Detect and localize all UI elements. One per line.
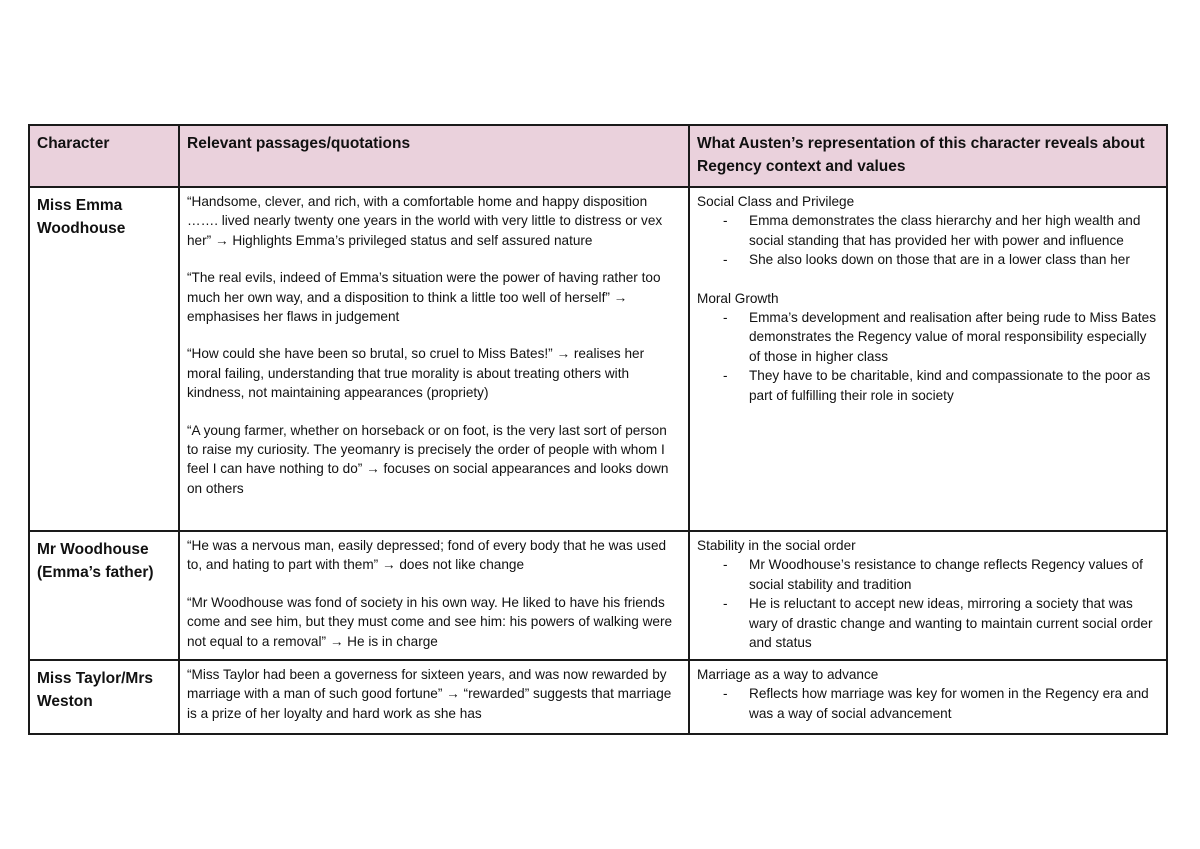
header-character: Character <box>29 125 179 187</box>
quote-text: “The real evils, indeed of Emma’s situation were the power of having rather too much her own way, and a disposition to think a little too well of herself” → emphasises her flaws in judgement <box>187 270 661 325</box>
table-row <box>29 187 1167 531</box>
context-cell <box>689 187 1167 531</box>
quote-text: “Handsome, clever, and rich, with a comfortable home and happy disposition ……. lived nearly twenty one years in the world with very little to distress or vex her” → Highlights Emma’s privileged status and self assured nature <box>187 194 663 248</box>
header-context: What Austen’s representation of this character reveals about Regency context and values <box>689 125 1167 187</box>
bullet-dash: - <box>723 557 728 573</box>
character-analysis-table <box>28 124 1168 735</box>
list-item <box>697 211 1158 250</box>
context-list <box>697 555 1158 652</box>
context-cell <box>689 660 1167 734</box>
context-list <box>697 211 1158 269</box>
table-row <box>29 531 1167 660</box>
list-item-text: He is reluctant to accept new ideas, mirroring a society that was wary of drastic change and wanting to maintain current social order and status <box>749 596 1153 651</box>
context-cell <box>689 531 1167 660</box>
quote-text: “He was a nervous man, easily depressed; fond of every body that he was used to, and hating to part with them” → does not like change <box>187 538 667 573</box>
quotes-cell <box>179 531 689 660</box>
list-item <box>697 308 1158 366</box>
list-item-text: Reflects how marriage was key for women in the Regency era and was a way of social advancement <box>749 686 1149 721</box>
context-section <box>697 289 1158 405</box>
list-item <box>697 684 1158 723</box>
character-name: Miss Emma Woodhouse <box>29 187 179 531</box>
context-section <box>697 192 1158 270</box>
context-list <box>697 308 1158 405</box>
list-item <box>697 250 1158 269</box>
context-section <box>697 536 1158 652</box>
table-row <box>29 660 1167 734</box>
quote-text: “How could she have been so brutal, so cruel to Miss Bates!” → realises her moral failing, understanding that true morality is about treating others with kindness, not maintaining appearances (propriety) <box>187 346 645 401</box>
quotes-cell <box>179 187 689 531</box>
list-item-text: Emma’s development and realisation after being rude to Miss Bates demonstrates the Regency value of moral responsibility especially of those in higher class <box>749 310 1157 364</box>
bullet-dash: - <box>723 213 728 229</box>
context-heading: Stability in the social order <box>697 538 856 553</box>
list-item-text: Emma demonstrates the class hierarchy and her high wealth and social standing that has provided her with power and influence <box>749 213 1141 248</box>
list-item <box>697 555 1158 594</box>
context-heading: Moral Growth <box>697 290 779 306</box>
list-item <box>697 366 1158 405</box>
bullet-dash: - <box>723 368 728 384</box>
context-heading: Marriage as a way to advance <box>697 667 879 682</box>
bullet-dash: - <box>723 686 728 702</box>
quote-text: “Miss Taylor had been a governess for sixteen years, and was now rewarded by marriage with a man of such good fortune” → “rewarded” suggests that marriage is a prize of her loyalty and hard work as she has <box>187 667 672 721</box>
list-item <box>697 594 1158 652</box>
list-item-text: Mr Woodhouse’s resistance to change reflects Regency values of social stability and tradition <box>749 557 1143 592</box>
list-item-text: She also looks down on those that are in a lower class than her <box>749 252 1130 268</box>
quote-clip <box>187 665 680 723</box>
quote-text: “Mr Woodhouse was fond of society in his own way. He liked to have his friends come and see him, but they must come and see him: his powers of walking were not equal to a removal” → He is in charge <box>187 594 673 649</box>
list-item-text: They have to be charitable, kind and compassionate to the poor as part of fulfilling their role in society <box>749 368 1151 403</box>
table-header-row <box>29 125 1167 187</box>
header-passages: Relevant passages/quotations <box>179 125 689 187</box>
bullet-dash: - <box>723 596 728 612</box>
context-heading: Social Class and Privilege <box>697 194 855 209</box>
character-name: Miss Taylor/Mrs Weston <box>29 660 179 734</box>
character-name: Mr Woodhouse (Emma’s father) <box>29 531 179 660</box>
context-section <box>697 665 1158 723</box>
context-list <box>697 684 1158 723</box>
bullet-dash: - <box>723 252 728 268</box>
quotes-cell <box>179 660 689 734</box>
quote-text: “A young farmer, whether on horseback or on foot, is the very last sort of person to raise my curiosity. The yeomanry is precisely the order of people with whom I feel I can have nothing to do” → focuses on social appearances and looks down on others <box>187 422 669 496</box>
bullet-dash: - <box>723 310 728 326</box>
